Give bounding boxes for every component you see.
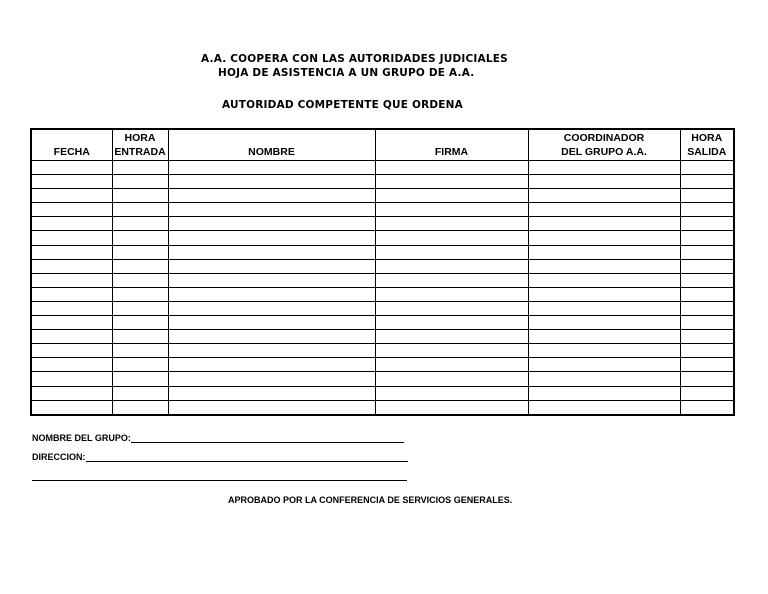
cell-firma[interactable]: [375, 316, 528, 330]
table-row: [31, 316, 734, 330]
cell-hora-entrada[interactable]: [112, 372, 168, 386]
cell-fecha[interactable]: [31, 273, 112, 287]
cell-firma[interactable]: [375, 245, 528, 259]
column-header-line2: FECHA: [53, 146, 90, 158]
column-header-firma: [375, 129, 528, 161]
cell-fecha[interactable]: [31, 245, 112, 259]
cell-coordinador[interactable]: [528, 273, 680, 287]
cell-fecha[interactable]: [31, 344, 112, 358]
cell-coordinador[interactable]: [528, 217, 680, 231]
cell-firma[interactable]: [375, 189, 528, 203]
authority-heading: AUTORIDAD COMPETENTE QUE ORDENA: [222, 99, 463, 111]
cell-nombre[interactable]: [168, 175, 375, 189]
cell-hora-salida[interactable]: [680, 372, 734, 386]
cell-coordinador[interactable]: [528, 301, 680, 315]
cell-nombre[interactable]: [168, 231, 375, 245]
cell-hora-entrada[interactable]: [112, 273, 168, 287]
table-row: [31, 344, 734, 358]
cell-hora-entrada[interactable]: [112, 330, 168, 344]
column-header-line2: NOMBRE: [248, 146, 295, 158]
table-row: [31, 330, 734, 344]
cell-nombre[interactable]: [168, 189, 375, 203]
table-row: [31, 189, 734, 203]
cell-hora-entrada[interactable]: [112, 301, 168, 315]
cell-firma[interactable]: [375, 203, 528, 217]
column-header-nombre: [168, 129, 375, 161]
table-row: [31, 273, 734, 287]
table-row: [31, 287, 734, 301]
cell-hora-salida[interactable]: [680, 231, 734, 245]
cell-hora-entrada[interactable]: [112, 400, 168, 415]
table-row: [31, 358, 734, 372]
cell-fecha[interactable]: [31, 217, 112, 231]
table-row: [31, 175, 734, 189]
cell-nombre[interactable]: [168, 316, 375, 330]
cell-nombre[interactable]: [168, 400, 375, 415]
attendance-table: [30, 128, 735, 416]
cell-hora-salida[interactable]: [680, 358, 734, 372]
group-name-field: [32, 432, 404, 443]
group-name-blank-line[interactable]: [131, 432, 404, 443]
cell-firma[interactable]: [375, 344, 528, 358]
cell-hora-salida[interactable]: [680, 400, 734, 415]
column-header-hora-entrada: [112, 129, 168, 161]
table-row: [31, 259, 734, 273]
cell-nombre[interactable]: [168, 358, 375, 372]
cell-hora-salida[interactable]: [680, 386, 734, 400]
cell-nombre[interactable]: [168, 245, 375, 259]
cell-hora-entrada[interactable]: [112, 245, 168, 259]
address-continuation-field: [32, 470, 407, 481]
cell-hora-salida[interactable]: [680, 316, 734, 330]
cell-nombre[interactable]: [168, 372, 375, 386]
table-row: [31, 231, 734, 245]
column-header-coordinador: [528, 129, 680, 161]
table-row: [31, 245, 734, 259]
title-line-2: HOJA DE ASISTENCIA A UN GRUPO DE A.A.: [218, 67, 475, 79]
cell-coordinador[interactable]: [528, 287, 680, 301]
cell-coordinador[interactable]: [528, 231, 680, 245]
cell-firma[interactable]: [375, 287, 528, 301]
cell-hora-entrada[interactable]: [112, 344, 168, 358]
cell-coordinador[interactable]: [528, 245, 680, 259]
cell-firma[interactable]: [375, 400, 528, 415]
cell-coordinador[interactable]: [528, 161, 680, 175]
column-header-line2: ENTRADA: [114, 146, 166, 158]
cell-fecha[interactable]: [31, 301, 112, 315]
cell-nombre[interactable]: [168, 386, 375, 400]
cell-hora-salida[interactable]: [680, 175, 734, 189]
table-row: [31, 400, 734, 415]
cell-hora-entrada[interactable]: [112, 231, 168, 245]
cell-hora-salida[interactable]: [680, 344, 734, 358]
column-header-hora-salida: [680, 129, 734, 161]
cell-firma[interactable]: [375, 386, 528, 400]
cell-fecha[interactable]: [31, 330, 112, 344]
table-row: [31, 386, 734, 400]
cell-coordinador[interactable]: [528, 189, 680, 203]
cell-nombre[interactable]: [168, 330, 375, 344]
cell-fecha[interactable]: [31, 287, 112, 301]
cell-coordinador[interactable]: [528, 386, 680, 400]
cell-fecha[interactable]: [31, 161, 112, 175]
cell-hora-entrada[interactable]: [112, 203, 168, 217]
cell-coordinador[interactable]: [528, 358, 680, 372]
cell-hora-entrada[interactable]: [112, 386, 168, 400]
cell-coordinador[interactable]: [528, 344, 680, 358]
cell-nombre[interactable]: [168, 273, 375, 287]
cell-hora-salida[interactable]: [680, 330, 734, 344]
table-body: [31, 161, 734, 415]
cell-hora-entrada[interactable]: [112, 259, 168, 273]
cell-firma[interactable]: [375, 273, 528, 287]
table-row: [31, 217, 734, 231]
cell-hora-entrada[interactable]: [112, 175, 168, 189]
group-name-label: NOMBRE DEL GRUPO:: [32, 433, 131, 443]
cell-fecha[interactable]: [31, 189, 112, 203]
cell-nombre[interactable]: [168, 217, 375, 231]
cell-hora-salida[interactable]: [680, 189, 734, 203]
cell-firma[interactable]: [375, 161, 528, 175]
table-header-row: [31, 129, 734, 161]
cell-coordinador[interactable]: [528, 175, 680, 189]
cell-hora-entrada[interactable]: [112, 358, 168, 372]
cell-hora-entrada[interactable]: [112, 189, 168, 203]
cell-fecha[interactable]: [31, 358, 112, 372]
cell-firma[interactable]: [375, 372, 528, 386]
cell-hora-entrada[interactable]: [112, 287, 168, 301]
cell-fecha[interactable]: [31, 175, 112, 189]
cell-coordinador[interactable]: [528, 400, 680, 415]
cell-nombre[interactable]: [168, 161, 375, 175]
cell-hora-salida[interactable]: [680, 273, 734, 287]
column-header-line2: SALIDA: [687, 146, 727, 158]
cell-fecha[interactable]: [31, 316, 112, 330]
approval-note: APROBADO POR LA CONFERENCIA DE SERVICIOS GENERALES.: [228, 495, 513, 505]
table-row: [31, 372, 734, 386]
cell-coordinador[interactable]: [528, 330, 680, 344]
column-header-line1: HORA: [691, 132, 723, 144]
cell-firma[interactable]: [375, 259, 528, 273]
cell-hora-entrada[interactable]: [112, 217, 168, 231]
cell-hora-salida[interactable]: [680, 161, 734, 175]
cell-fecha[interactable]: [31, 203, 112, 217]
cell-nombre[interactable]: [168, 344, 375, 358]
cell-coordinador[interactable]: [528, 259, 680, 273]
cell-fecha[interactable]: [31, 259, 112, 273]
cell-hora-salida[interactable]: [680, 203, 734, 217]
cell-coordinador[interactable]: [528, 372, 680, 386]
table-row: [31, 203, 734, 217]
cell-hora-salida[interactable]: [680, 301, 734, 315]
cell-firma[interactable]: [375, 175, 528, 189]
cell-coordinador[interactable]: [528, 203, 680, 217]
cell-nombre[interactable]: [168, 259, 375, 273]
table-row: [31, 301, 734, 315]
cell-hora-salida[interactable]: [680, 245, 734, 259]
cell-fecha[interactable]: [31, 400, 112, 415]
cell-nombre[interactable]: [168, 203, 375, 217]
cell-firma[interactable]: [375, 217, 528, 231]
cell-firma[interactable]: [375, 301, 528, 315]
cell-nombre[interactable]: [168, 301, 375, 315]
cell-firma[interactable]: [375, 330, 528, 344]
cell-firma[interactable]: [375, 358, 528, 372]
column-header-fecha: [31, 129, 112, 161]
column-header-line1: HORA: [124, 132, 156, 144]
cell-fecha[interactable]: [31, 372, 112, 386]
cell-hora-entrada[interactable]: [112, 161, 168, 175]
column-header-line2: FIRMA: [434, 146, 469, 158]
column-header-line1: COORDINADOR: [563, 132, 645, 144]
cell-firma[interactable]: [375, 231, 528, 245]
cell-nombre[interactable]: [168, 287, 375, 301]
address-field: [32, 451, 408, 462]
cell-hora-salida[interactable]: [680, 259, 734, 273]
cell-coordinador[interactable]: [528, 316, 680, 330]
cell-fecha[interactable]: [31, 386, 112, 400]
address-blank-line[interactable]: [86, 451, 408, 462]
cell-hora-salida[interactable]: [680, 287, 734, 301]
column-header-line2: DEL GRUPO A.A.: [561, 146, 647, 158]
address-continuation-blank-line[interactable]: [32, 470, 407, 481]
table-row: [31, 161, 734, 175]
cell-hora-entrada[interactable]: [112, 316, 168, 330]
cell-hora-salida[interactable]: [680, 217, 734, 231]
cell-fecha[interactable]: [31, 231, 112, 245]
title-line-1: A.A. COOPERA CON LAS AUTORIDADES JUDICIALES: [201, 53, 508, 65]
address-label: DIRECCION:: [32, 452, 86, 462]
